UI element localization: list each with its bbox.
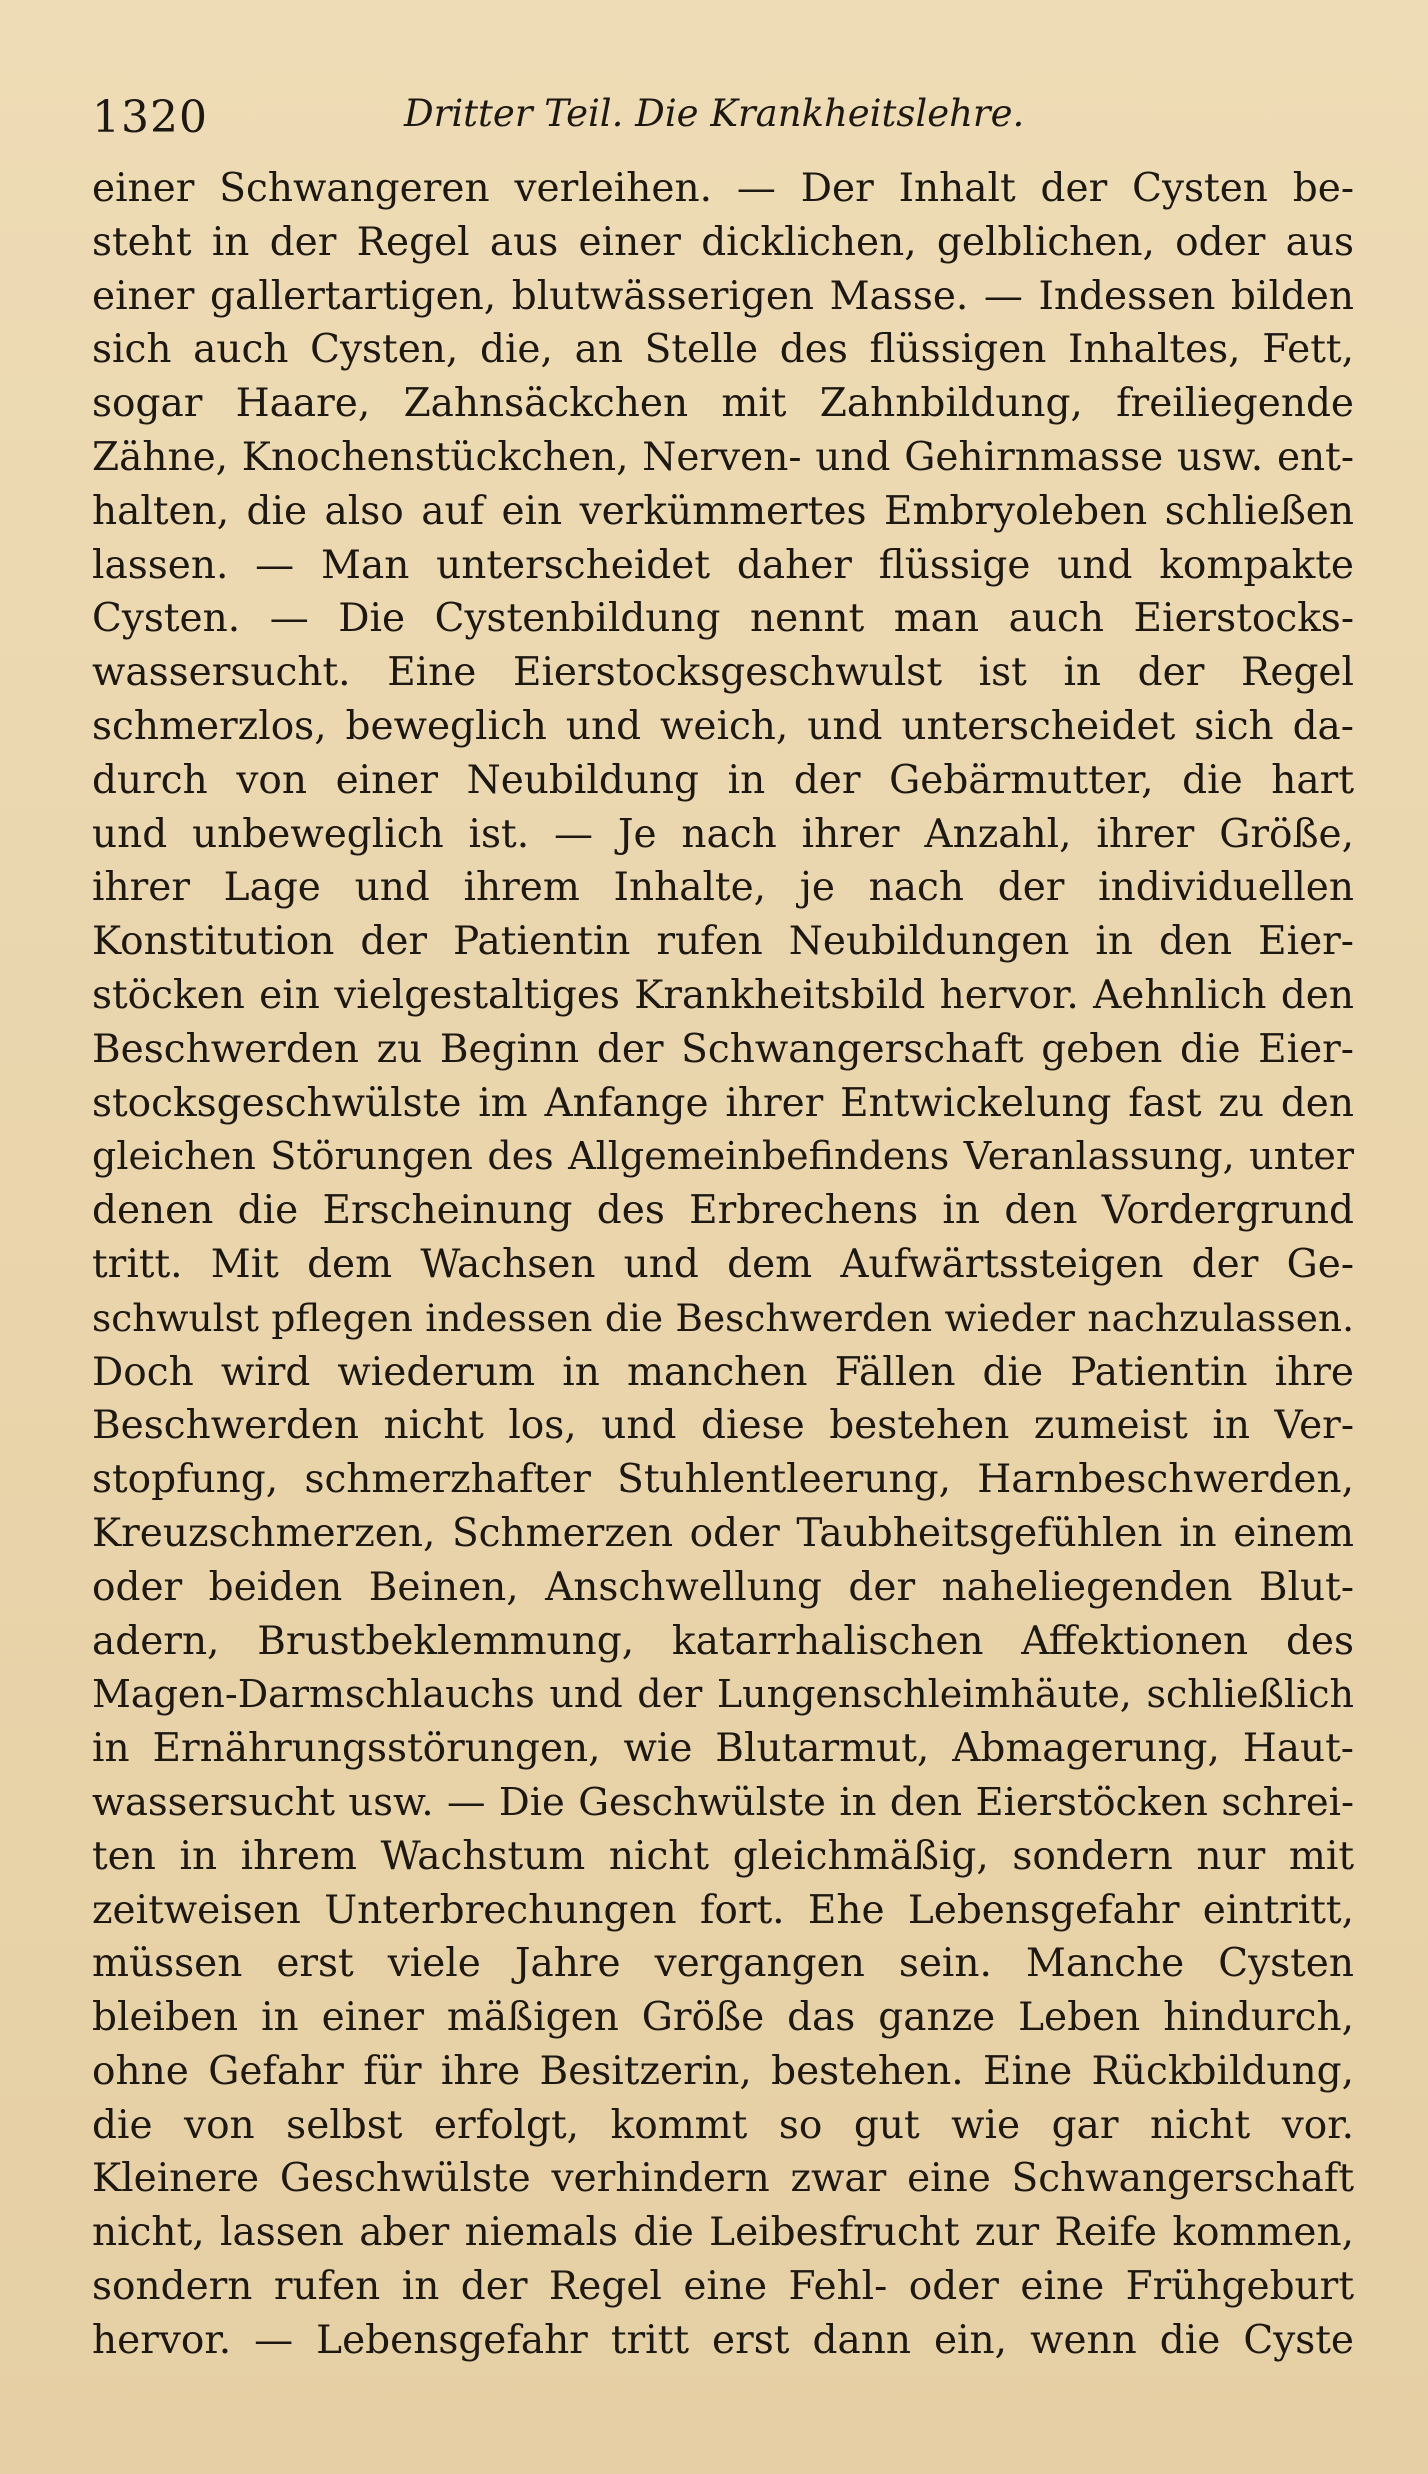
text-line: in Ernährungsstörungen, wie Blutarmut, Abmagerung, Haut- bbox=[92, 1726, 1354, 1772]
text-line: durch von einer Neubildung in der Gebärmutter, die hart bbox=[92, 757, 1354, 803]
text-line: Cysten. — Die Cystenbildung nennt man auch Eierstocks- bbox=[92, 596, 1354, 642]
text-line: Beschwerden zu Beginn der Schwangerschaft geben die Eier- bbox=[92, 1026, 1354, 1072]
text-line: sich auch Cysten, die, an Stelle des flüssigen Inhaltes, Fett, bbox=[92, 327, 1354, 373]
text-line: Doch wird wiederum in manchen Fällen die Patientin ihre bbox=[92, 1349, 1354, 1395]
text-line: tritt. Mit dem Wachsen und dem Aufwärtssteigen der Ge- bbox=[92, 1241, 1354, 1287]
text-line: sogar Haare, Zahnsäckchen mit Zahnbildung, freiliegende bbox=[92, 381, 1354, 427]
text-line: oder beiden Beinen, Anschwellung der naheliegenden Blut- bbox=[92, 1564, 1354, 1610]
text-line: und unbeweglich ist. — Je nach ihrer Anzahl, ihrer Größe, bbox=[92, 811, 1354, 857]
text-line: adern, Brustbeklemmung, katarrhalischen Affektionen des bbox=[92, 1618, 1354, 1664]
text-line: steht in der Regel aus einer dicklichen, gelblichen, oder aus bbox=[92, 219, 1354, 265]
text-line: Magen-Darmschlauchs und der Lungenschleimhäute, schließlich bbox=[92, 1672, 1354, 1717]
text-line: Zähne, Knochenstückchen, Nerven- und Gehirnmasse usw. ent- bbox=[92, 434, 1354, 480]
text-line: schwulst pflegen indessen die Beschwerden wieder nachzulassen. bbox=[92, 1295, 1354, 1340]
text-line: gleichen Störungen des Allgemeinbefindens Veranlassung, unter bbox=[92, 1134, 1354, 1179]
text-line: wassersucht usw. — Die Geschwülste in den Eierstöcken schrei- bbox=[92, 1779, 1354, 1825]
text-line: stöcken ein vielgestaltiges Krankheitsbild hervor. Aehnlich den bbox=[92, 972, 1354, 1018]
text-line: denen die Erscheinung des Erbrechens in den Vordergrund bbox=[92, 1188, 1354, 1234]
text-line: stopfung, schmerzhafter Stuhlentleerung, Harnbeschwerden, bbox=[92, 1457, 1354, 1503]
text-line: Kleinere Geschwülste verhindern zwar eine Schwangerschaft bbox=[92, 2156, 1354, 2202]
text-line: ten in ihrem Wachstum nicht gleichmäßig, sondern nur mit bbox=[92, 1833, 1354, 1879]
running-head: Dritter Teil. Die Krankheitslehre. bbox=[404, 92, 1025, 135]
text-line: nicht, lassen aber niemals die Leibesfrucht zur Reife kommen, bbox=[92, 2210, 1354, 2256]
text-line: bleiben in einer mäßigen Größe das ganze Leben hindurch, bbox=[92, 1995, 1354, 2041]
text-line: ohne Gefahr für ihre Besitzerin, bestehen. Eine Rückbildung, bbox=[92, 2048, 1354, 2094]
text-line: schmerzlos, beweglich und weich, und unterscheidet sich da- bbox=[92, 703, 1354, 749]
text-line: lassen. — Man unterscheidet daher flüssige und kompakte bbox=[92, 542, 1354, 588]
text-line: einer Schwangeren verleihen. — Der Inhalt der Cysten be- bbox=[92, 166, 1354, 211]
text-line: Beschwerden nicht los, und diese bestehen zumeist in Ver- bbox=[92, 1403, 1354, 1449]
body-text bbox=[92, 162, 1354, 2368]
text-line: zeitweisen Unterbrechungen fort. Ehe Lebensgefahr eintritt, bbox=[92, 1887, 1354, 1933]
text-line: ihrer Lage und ihrem Inhalte, je nach der individuellen bbox=[92, 865, 1354, 911]
page-number: 1320 bbox=[92, 92, 208, 143]
text-line: stocksgeschwülste im Anfange ihrer Entwickelung fast zu den bbox=[92, 1080, 1354, 1126]
page-header bbox=[92, 88, 1362, 148]
text-line: halten, die also auf ein verkümmertes Embryoleben schließen bbox=[92, 488, 1354, 534]
text-line: die von selbst erfolgt, kommt so gut wie gar nicht vor. bbox=[92, 2102, 1354, 2148]
text-line: Kreuzschmerzen, Schmerzen oder Taubheitsgefühlen in einem bbox=[92, 1510, 1354, 1556]
text-line: wassersucht. Eine Eierstocksgeschwulst ist in der Regel bbox=[92, 650, 1354, 696]
text-line: hervor. — Lebensgefahr tritt erst dann ein, wenn die Cyste bbox=[92, 2317, 1354, 2363]
text-line: Konstitution der Patientin rufen Neubildungen in den Eier- bbox=[92, 919, 1354, 965]
text-line: sondern rufen in der Regel eine Fehl- oder eine Frühgeburt bbox=[92, 2264, 1354, 2310]
text-line: müssen erst viele Jahre vergangen sein. Manche Cysten bbox=[92, 1941, 1354, 1987]
text-line: einer gallertartigen, blutwässerigen Masse. — Indessen bilden bbox=[92, 273, 1354, 319]
